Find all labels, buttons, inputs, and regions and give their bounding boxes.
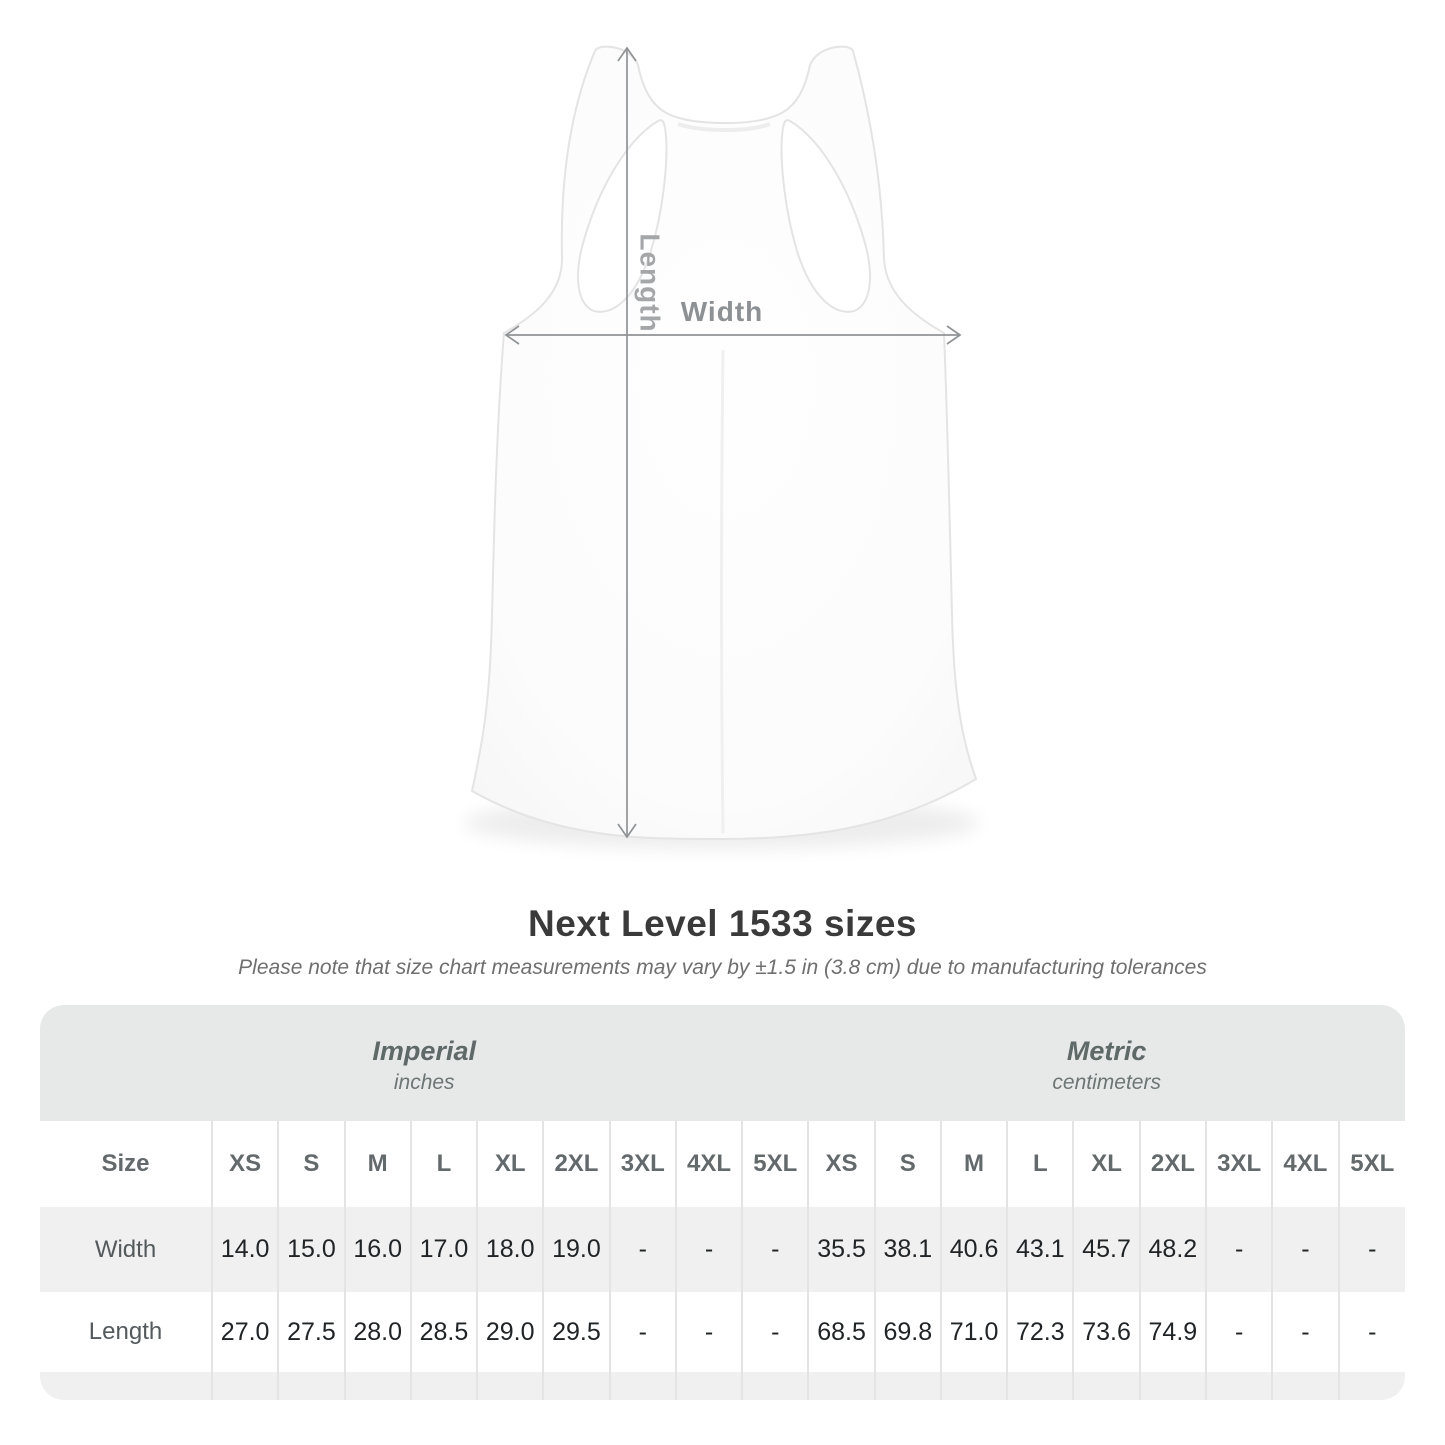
size-header-imperial-4xl: 4XL [676,1121,742,1207]
width-imperial-value: 18.0 [477,1207,543,1292]
size-header-metric-xs: XS [808,1121,874,1207]
length-metric-value: - [1339,1292,1405,1372]
length-imperial-value: 29.5 [543,1292,609,1372]
size-header-imperial-m: M [345,1121,411,1207]
metric-label: Metric [1066,1036,1147,1066]
length-metric-value: 73.6 [1073,1292,1139,1372]
size-header-metric-xl: XL [1073,1121,1139,1207]
length-row [40,1292,1405,1372]
size-header-imperial-l: L [411,1121,477,1207]
width-imperial-value: 19.0 [543,1207,609,1292]
length-imperial-value: - [610,1292,676,1372]
imperial-header-cell [40,1005,808,1121]
imperial-label: Imperial [372,1036,476,1066]
width-metric-value: 48.2 [1140,1207,1206,1292]
width-metric-value: 38.1 [875,1207,941,1292]
width-metric-value: 35.5 [808,1207,874,1292]
metric-unit-label: centimeters [1052,1071,1161,1094]
metric-header-cell [808,1005,1405,1121]
size-header-imperial-xs: XS [212,1121,278,1207]
width-row [40,1207,1405,1292]
length-row-label: Length [40,1292,212,1372]
width-metric-value: 43.1 [1007,1207,1073,1292]
length-imperial-value: - [742,1292,808,1372]
imperial-unit-label: inches [393,1071,455,1094]
length-imperial-value: 29.0 [477,1292,543,1372]
length-metric-value: - [1272,1292,1338,1372]
width-imperial-value: - [742,1207,808,1292]
size-header-row [40,1121,1405,1207]
size-header-metric-m: M [941,1121,1007,1207]
size-header-imperial-s: S [278,1121,344,1207]
length-metric-value: 71.0 [941,1292,1007,1372]
width-imperial-value: - [676,1207,742,1292]
length-metric-value: 68.5 [808,1292,874,1372]
length-metric-value: 69.8 [875,1292,941,1372]
length-metric-value: 72.3 [1007,1292,1073,1372]
width-metric-value: - [1272,1207,1338,1292]
page-title: Next Level 1533 sizes [528,903,917,944]
size-header-imperial-5xl: 5XL [742,1121,808,1207]
size-header-metric-s: S [875,1121,941,1207]
unit-header-row [40,1005,1405,1121]
size-header-imperial-3xl: 3XL [610,1121,676,1207]
size-chart-table [40,1005,1405,1400]
length-label: Length [634,233,666,333]
width-metric-value: 45.7 [1073,1207,1139,1292]
size-header-metric-5xl: 5XL [1339,1121,1405,1207]
length-metric-value: 74.9 [1140,1292,1206,1372]
size-header-metric-3xl: 3XL [1206,1121,1272,1207]
width-imperial-value: 14.0 [212,1207,278,1292]
length-imperial-value: 28.5 [411,1292,477,1372]
width-imperial-value: - [610,1207,676,1292]
width-label: Width [680,296,764,327]
center-crease [722,350,724,833]
width-imperial-value: 17.0 [411,1207,477,1292]
width-row-label: Width [40,1207,212,1292]
tolerance-note: Please note that size chart measurements may vary by ±1.5 in (3.8 cm) due to manufacturing tolerances [238,956,1207,979]
size-column-header: Size [40,1121,212,1207]
tank-top-body [472,47,976,839]
length-imperial-value: - [676,1292,742,1372]
length-imperial-value: 27.0 [212,1292,278,1372]
width-metric-value: - [1206,1207,1272,1292]
length-imperial-value: 28.0 [345,1292,411,1372]
tank-top-image [420,15,1020,875]
width-metric-value: - [1339,1207,1405,1292]
table-footer-strip [40,1372,1405,1400]
width-imperial-value: 15.0 [278,1207,344,1292]
size-header-metric-l: L [1007,1121,1073,1207]
size-header-imperial-2xl: 2XL [543,1121,609,1207]
width-imperial-value: 16.0 [345,1207,411,1292]
size-header-metric-2xl: 2XL [1140,1121,1206,1207]
length-imperial-value: 27.5 [278,1292,344,1372]
length-metric-value: - [1206,1292,1272,1372]
size-header-metric-4xl: 4XL [1272,1121,1338,1207]
width-metric-value: 40.6 [941,1207,1007,1292]
size-header-imperial-xl: XL [477,1121,543,1207]
